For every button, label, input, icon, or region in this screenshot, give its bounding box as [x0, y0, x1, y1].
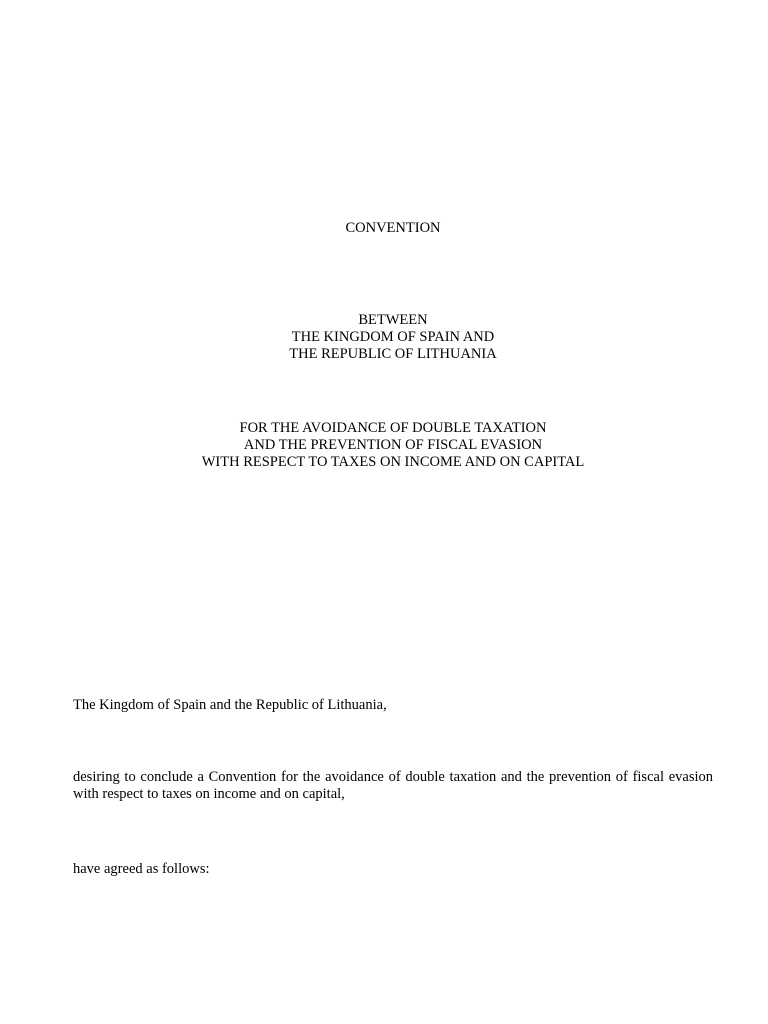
preamble-agreed-paragraph: have agreed as follows:	[73, 861, 210, 877]
purpose-line-2: AND THE PREVENTION OF FISCAL EVASION	[243, 437, 543, 453]
purpose-block	[0, 420, 768, 471]
parties-line-3: THE REPUBLIC OF LITHUANIA	[289, 346, 497, 362]
preamble-parties-paragraph: The Kingdom of Spain and the Republic of Lithuania,	[73, 697, 387, 713]
parties-line-1: BETWEEN	[358, 312, 428, 328]
preamble-desiring-paragraph: desiring to conclude a Convention for the avoidance of double taxation and the prevention of fiscal evasion with respect to taxes on income and on capital,	[73, 769, 713, 802]
parties-line-2: THE KINGDOM OF SPAIN AND	[291, 329, 495, 345]
purpose-line-3: WITH RESPECT TO TAXES ON INCOME AND ON CAPITAL	[201, 454, 585, 470]
purpose-line-1: FOR THE AVOIDANCE OF DOUBLE TAXATION	[239, 420, 547, 436]
parties-block	[0, 312, 768, 363]
document-title: CONVENTION	[345, 220, 441, 236]
title-block	[0, 220, 768, 237]
